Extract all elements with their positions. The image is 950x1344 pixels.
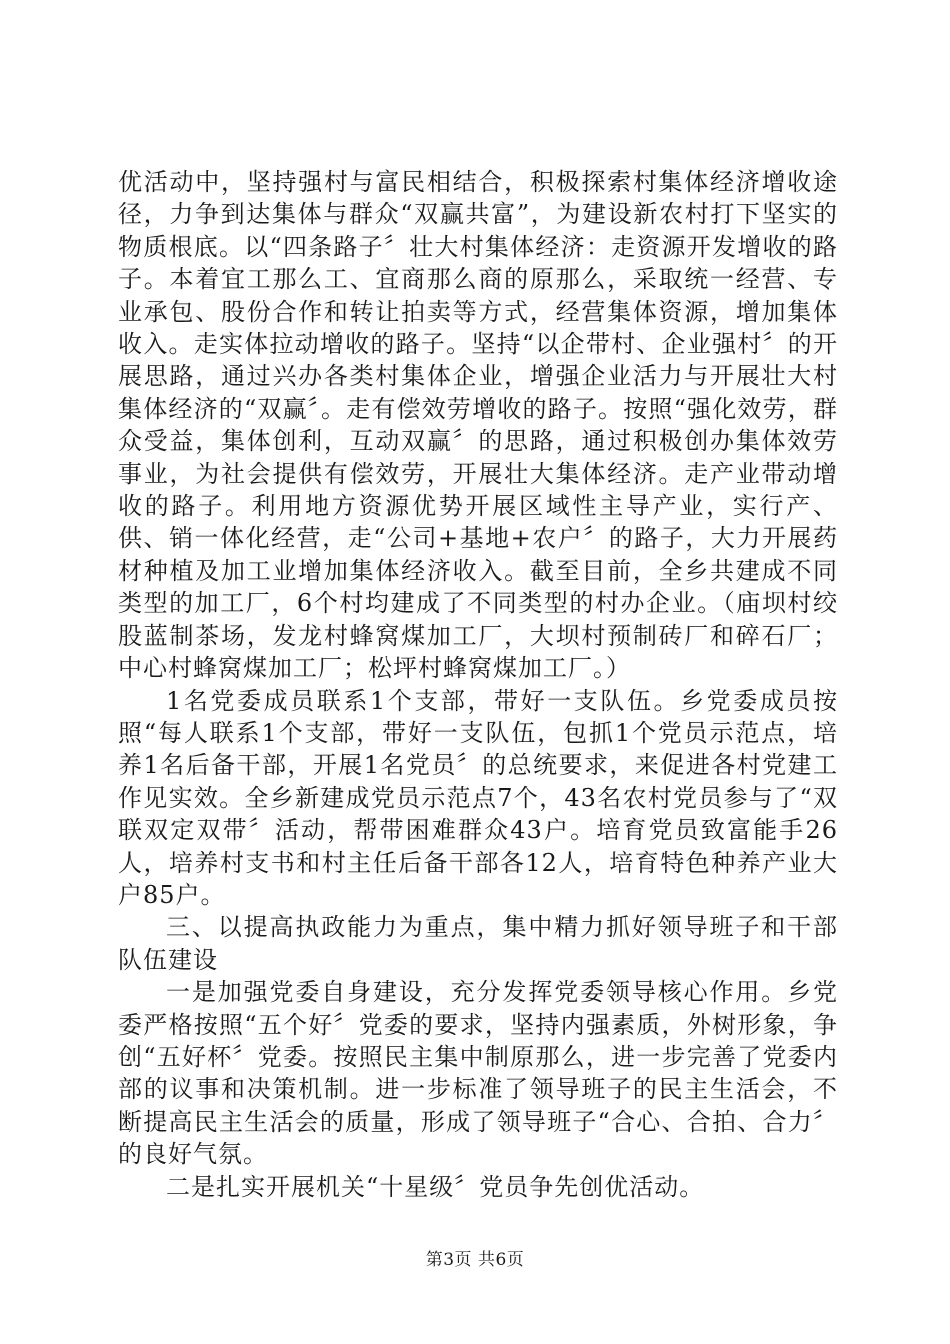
body-paragraph-4: 二是扎实开展机关“十星级〞党员争先创优活动。 — [166, 1172, 705, 1201]
body-paragraph-2: 1名党委成员联系1个支部，带好一支队伍。乡党委成员按照“每人联系1个支部，带好一支队伍，包抓1个党员示范点，培养1名后备干部，开展1名党员〞的总统要求，来促进各村党建工作见实效。全乡新建成党员示范点7个，43名农村党员参与了“双联双定双带〞活动，帮带困难群众43户。培育党员致富能手26人，培养村支书和村主任后备干部各12人，培育特色种养产业大户85户。 — [118, 686, 838, 909]
document-body — [118, 166, 838, 1203]
body-paragraph-3: 一是加强党委自身建设，充分发挥党委领导核心作用。乡党委严格按照“五个好〞党委的要求，坚持内强素质，外树形象，争创“五好杯〞党委。按照民主集中制原那么，进一步完善了党委内部的议事和决策机制。进一步标准了领导班子的民主生活会，不断提高民主生活会的质量，形成了领导班子“合心、合拍、合力〞的良好气氛。 — [118, 978, 838, 1169]
section-heading: 三、以提高执政能力为重点，集中精力抓好领导班子和干部队伍建设 — [118, 913, 838, 974]
page-number-footer: 第3页 共6页 — [425, 1250, 525, 1270]
body-paragraph-1: 优活动中，坚持强村与富民相结合，积极探索村集体经济增收途径，力争到达集体与群众“双赢共富”，为建设新农村打下坚实的物质根底。以“四条路子〞壮大村集体经济：走资源开发增收的路子。本着宜工那么工、宜商那么商的原那么，采取统一经营、专业承包、股份合作和转让拍卖等方式，经营集体资源，增加集体收入。走实体拉动增收的路子。坚持“以企带村、企业强村〞的开展思路，通过兴办各类村集体企业，增强企业活力与开展壮大村集体经济的“双赢〞。走有偿效劳增收的路子。按照“强化效劳，群众受益，集体创利，互动双赢〞的思路，通过积极创办集体效劳事业，为社会提供有偿效劳，开展壮大集体经济。走产业带动增收的路子。利用地方资源优势开展区域性主导产业，实行产、供、销一体化经营，走“公司+基地+农户〞的路子，大力开展药材种植及加工业增加集体经济收入。截至目前，全乡共建成不同类型的加工厂，6个村均建成了不同类型的村办企业。（庙坝村绞股蓝制茶场，发龙村蜂窝煤加工厂，大坝村预制砖厂和碎石厂；中心村蜂窝煤加工厂；松坪村蜂窝煤加工厂。） — [118, 168, 838, 683]
